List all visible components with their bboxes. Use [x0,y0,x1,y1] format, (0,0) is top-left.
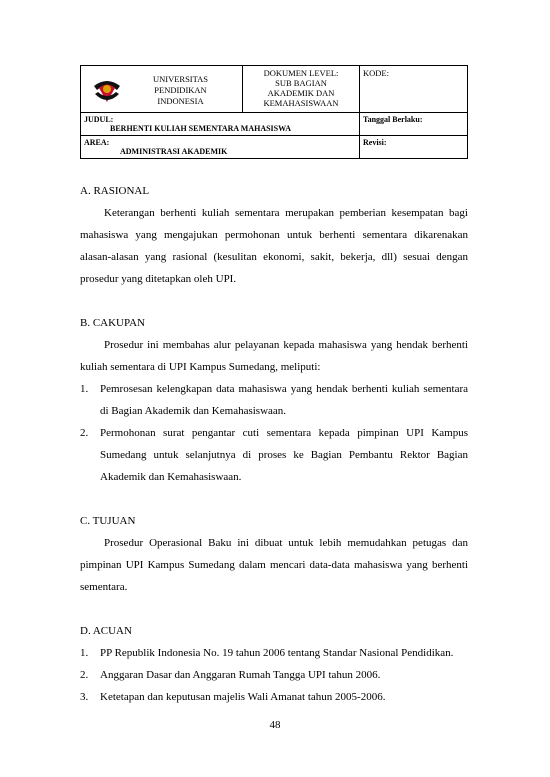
acuan-list [80,642,468,708]
judul-cell [81,113,360,136]
list-item: 1. Pemrosesan kelengkapan data mahasiswa yang hendak berhenti kuliah sementara di Bagian Akademik dan Kemahasiswaan. [80,383,468,417]
section-title: C. TUJUAN [80,515,136,527]
list-item: 2. Anggaran Dasar dan Anggaran Rumah Tangga UPI tahun 2006. [80,669,381,681]
tanggal-berlaku-label: Tanggal Berlaku: [363,115,423,124]
page-number: 48 [269,719,281,731]
area-cell [81,136,360,159]
kode-cell [360,66,468,113]
list-item: 3. Ketetapan dan keputusan majelis Wali Amanat tahun 2005-2006. [80,691,386,703]
list-item: 1. PP Republik Indonesia No. 19 tahun 2006 tentang Standar Nasional Pendidikan. [80,647,454,659]
kode-label: KODE: [363,68,389,78]
section-paragraph: Prosedur Operasional Baku ini dibuat untuk lebih memudahkan petugas dan pimpinan UPI Kampus Sumedang dalam mencari data-data mahasiswa yang berhenti sementara. [80,537,468,593]
section-title: A. RASIONAL [80,185,150,197]
section-title: D. ACUAN [80,625,132,637]
section-paragraph: Prosedur ini membahas alur pelayanan kepada mahasiswa yang hendak berhenti kuliah sementara di UPI Kampus Sumedang, meliputi: [80,339,468,373]
area-label: AREA: [84,138,110,147]
judul-value: BERHENTI KULIAH SEMENTARA MAHASISWA [110,124,291,133]
area-value: ADMINISTRASI AKADEMIK [120,147,228,156]
judul-label: JUDUL: [84,115,114,124]
document-level: DOKUMEN LEVEL: SUB BAGIAN AKADEMIK DAN KEMAHASISWAAN [263,68,339,108]
cakupan-list [80,378,468,488]
document-level-cell [243,66,360,113]
section-rasional [80,180,468,290]
revisi-cell [360,136,468,159]
document-body [80,180,468,708]
revisi-label: Revisi: [363,138,387,147]
section-cakupan [80,312,468,488]
list-item: 2. Permohonan surat pengantar cuti sementara kepada pimpinan UPI Kampus Sumedang untuk selanjutnya di proses ke Bagian Pembantu Rektor Bagian Akademik dan Kemahasiswaan. [80,427,468,483]
tanggal-cell [360,113,468,136]
document-header-table [80,65,468,159]
university-name: UNIVERSITAS PENDIDIKAN INDONESIA [152,74,209,106]
university-cell [81,66,243,113]
upi-logo-icon [90,72,124,106]
section-acuan [80,620,468,708]
section-paragraph: Keterangan berhenti kuliah sementara merupakan pemberian kesempatan bagi mahasiswa yang mengajukan permohonan untuk berhenti sementara dikarenakan alasan-alasan yang rasional (kesulitan ekonomi, sakit, bekerja, dll) sesuai dengan prosedur yang ditetapkan oleh UPI. [80,207,468,285]
section-title: B. CAKUPAN [80,317,146,329]
section-tujuan [80,510,468,598]
